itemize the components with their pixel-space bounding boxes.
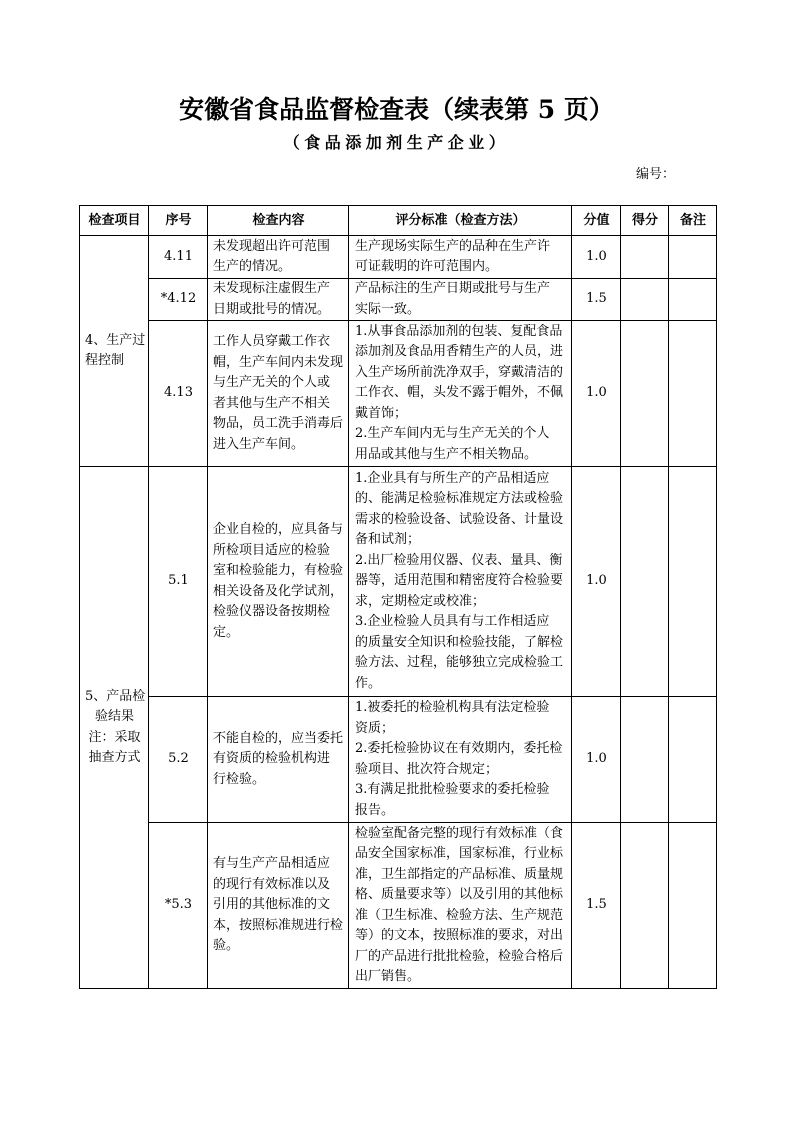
check-content-line: 生产的情况。	[213, 259, 292, 274]
check-content-line: 引用的其他标准的文	[213, 897, 331, 913]
check-item-line: 注：采取	[88, 729, 141, 745]
criteria-cell	[349, 467, 572, 697]
serial-number: 4.13	[164, 385, 193, 401]
inspection-table	[79, 205, 717, 989]
criteria-line: 准，卫生部指定的产品标准、质量规	[355, 866, 564, 882]
criteria-line: 1.企业具有与所生产的产品相适应	[355, 470, 550, 486]
serial-cell	[149, 697, 208, 823]
criteria-cell	[349, 236, 572, 279]
criteria-line: 产品标注的生产日期或批号与生产	[355, 281, 551, 296]
score-value: 1.0	[586, 248, 607, 264]
serial-number: *5.3	[164, 897, 193, 913]
criteria-line: 工作衣、帽，头发不露于帽外，不佩	[355, 385, 564, 401]
check-content-line: 检验仪器设备按期检	[213, 604, 331, 619]
check-content-line: 室和检验能力，有检验	[213, 563, 344, 578]
table-row	[80, 467, 717, 697]
remarks-cell	[669, 697, 717, 823]
page-title: 安徽省食品监督检查表（续表第 5 页）	[179, 95, 614, 124]
criteria-cell	[349, 321, 572, 467]
check-content-line: 帽，生产车间内未发现	[213, 354, 344, 370]
check-content-line: 的现行有效标准以及	[213, 876, 331, 892]
header-check-content: 检查内容	[208, 206, 349, 236]
criteria-line: 入生产场所前洗净双手，穿戴清洁的	[355, 364, 564, 380]
remarks-cell	[669, 321, 717, 467]
check-content-line: 不能自检的，应当委托	[213, 730, 344, 746]
criteria-line: 验项目、批次符合规定；	[355, 761, 499, 777]
score-cell	[572, 697, 621, 823]
criteria-line: 资质；	[355, 720, 395, 736]
criteria-line: 备和试剂；	[355, 532, 421, 548]
criteria-line: 1.从事食品添加剂的包装、复配食品	[355, 323, 563, 339]
check-item-line: 验结果	[94, 709, 134, 724]
earned-score-cell	[621, 321, 669, 467]
criteria-line: 求，定期检定或校准；	[355, 593, 486, 609]
criteria-line: 报告。	[355, 802, 395, 818]
check-content-line: 有资质的检验机构进	[213, 751, 331, 767]
criteria-line: 戴首饰；	[355, 405, 408, 421]
check-content-line: 日期或批号的情况。	[213, 301, 331, 317]
criteria-line: 2.生产车间内无与生产无关的个人	[355, 426, 550, 442]
score-value: 1.5	[586, 897, 607, 913]
criteria-line: 1.被委托的检验机构具有法定检验	[355, 700, 550, 715]
criteria-line: 3.企业检验人员具有与工作相适应	[355, 614, 550, 630]
earned-score-cell	[621, 823, 669, 989]
serial-cell	[149, 236, 208, 279]
header-score: 分值	[572, 206, 621, 236]
table-row	[80, 236, 717, 279]
check-content-line: 相关设备及化学试剂，	[213, 583, 344, 599]
criteria-line: 生产现场实际生产的品种在生产许	[355, 238, 551, 254]
score-cell	[572, 467, 621, 697]
score-value: 1.5	[586, 291, 607, 307]
score-cell	[572, 321, 621, 467]
criteria-line: 准（卫生标准、检验方法、生产规范	[355, 907, 564, 923]
check-content-cell	[208, 321, 349, 467]
check-content-line: 未发现标注虚假生产	[213, 281, 331, 296]
criteria-line: 添加剂及食品用香精生产的人员，进	[355, 344, 564, 360]
serial-number: *4.12	[160, 291, 197, 307]
serial-number: 5.2	[168, 751, 189, 767]
criteria-line: 可证载明的许可范围内。	[355, 259, 499, 274]
criteria-cell	[349, 279, 572, 321]
criteria-line: 需求的检验设备、试验设备、计量设	[355, 511, 564, 527]
header-serial: 序号	[149, 206, 208, 236]
earned-score-cell	[621, 236, 669, 279]
check-content-line: 行检验。	[213, 771, 266, 787]
criteria-line: 作。	[355, 675, 382, 691]
serial-number: 5.1	[168, 573, 189, 589]
criteria-line: 2.出厂检验用仪器、仪表、量具、衡	[355, 552, 563, 568]
criteria-line: 品安全国家标准，国家标准，行业标	[355, 846, 564, 861]
check-content-cell	[208, 823, 349, 989]
check-content-line: 有与生产产品相适应	[213, 856, 331, 872]
criteria-line: 厂的产品进行批批检验，检验合格后	[355, 948, 564, 964]
table-row	[80, 321, 717, 467]
serial-cell	[149, 823, 208, 989]
check-content-line: 进入生产车间。	[213, 436, 305, 452]
check-content-cell	[208, 279, 349, 321]
check-content-line: 者其他与生产不相关	[213, 395, 331, 411]
remarks-cell	[669, 467, 717, 697]
check-item-line: 程控制	[85, 353, 125, 368]
criteria-cell	[349, 823, 572, 989]
score-value: 1.0	[586, 385, 607, 401]
earned-score-cell	[621, 279, 669, 321]
check-item-line: 抽查方式	[88, 750, 141, 765]
check-content-line: 验。	[213, 938, 240, 954]
check-item-cell	[80, 467, 149, 989]
check-content-line: 未发现超出许可范围	[213, 238, 331, 254]
earned-score-cell	[621, 697, 669, 823]
serial-number: 4.11	[164, 248, 193, 264]
score-value: 1.0	[586, 573, 607, 589]
criteria-line: 的、能满足检验标准规定方法或检验	[355, 491, 564, 507]
score-value: 1.0	[586, 751, 607, 767]
check-item-line: 5、产品检	[85, 688, 146, 704]
check-content-line: 工作人员穿戴工作衣	[213, 334, 331, 349]
criteria-line: 出厂销售。	[355, 969, 421, 984]
check-content-line: 本，按照标准规进行检	[213, 917, 344, 933]
criteria-line: 检验室配备完整的现行有效标准（食	[355, 825, 564, 841]
criteria-line: 器等，适用范围和精密度符合检验要	[355, 573, 564, 589]
criteria-line: 用品或其他与生产不相关物品。	[355, 446, 538, 462]
header-remarks: 备注	[669, 206, 717, 236]
check-content-line: 定。	[213, 624, 240, 640]
check-content-line: 物品，员工洗手消毒后	[213, 416, 344, 431]
table-row	[80, 279, 717, 321]
score-cell	[572, 279, 621, 321]
criteria-line: 实际一致。	[355, 301, 421, 317]
table-row	[80, 697, 717, 823]
check-item-line: 4、生产过	[85, 332, 146, 348]
check-content-line: 企业自检的，应具备与	[213, 522, 344, 537]
remarks-cell	[669, 236, 717, 279]
check-content-line: 所检项目适应的检验	[213, 542, 331, 558]
criteria-line: 2.委托检验协议在有效期内，委托检	[355, 741, 563, 756]
serial-cell	[149, 321, 208, 467]
criteria-line: 验方法、过程，能够独立完成检验工	[355, 655, 564, 671]
header-earned-score: 得分	[621, 206, 669, 236]
check-content-cell	[208, 467, 349, 697]
serial-cell	[149, 467, 208, 697]
criteria-line: 的质量安全知识和检验技能，了解检	[355, 634, 564, 650]
check-content-line: 与生产无关的个人或	[213, 375, 331, 390]
check-content-cell	[208, 236, 349, 279]
header-row	[80, 206, 717, 236]
page-subtitle: （食品添加剂生产企业）	[283, 133, 510, 152]
remarks-cell	[669, 823, 717, 989]
score-cell	[572, 823, 621, 989]
score-cell	[572, 236, 621, 279]
criteria-cell	[349, 697, 572, 823]
criteria-line: 格、质量要求等）以及引用的其他标	[355, 887, 564, 902]
criteria-line: 等）的文本，按照标准的要求，对出	[355, 928, 564, 943]
header-criteria: 评分标准（检查方法）	[349, 206, 572, 236]
check-content-cell	[208, 697, 349, 823]
serial-cell	[149, 279, 208, 321]
criteria-line: 3.有满足批批检验要求的委托检验	[355, 782, 550, 797]
header-check-item: 检查项目	[80, 206, 149, 236]
remarks-cell	[669, 279, 717, 321]
check-item-cell	[80, 236, 149, 467]
number-label: 编号：	[636, 167, 676, 182]
earned-score-cell	[621, 467, 669, 697]
table-row	[80, 823, 717, 989]
